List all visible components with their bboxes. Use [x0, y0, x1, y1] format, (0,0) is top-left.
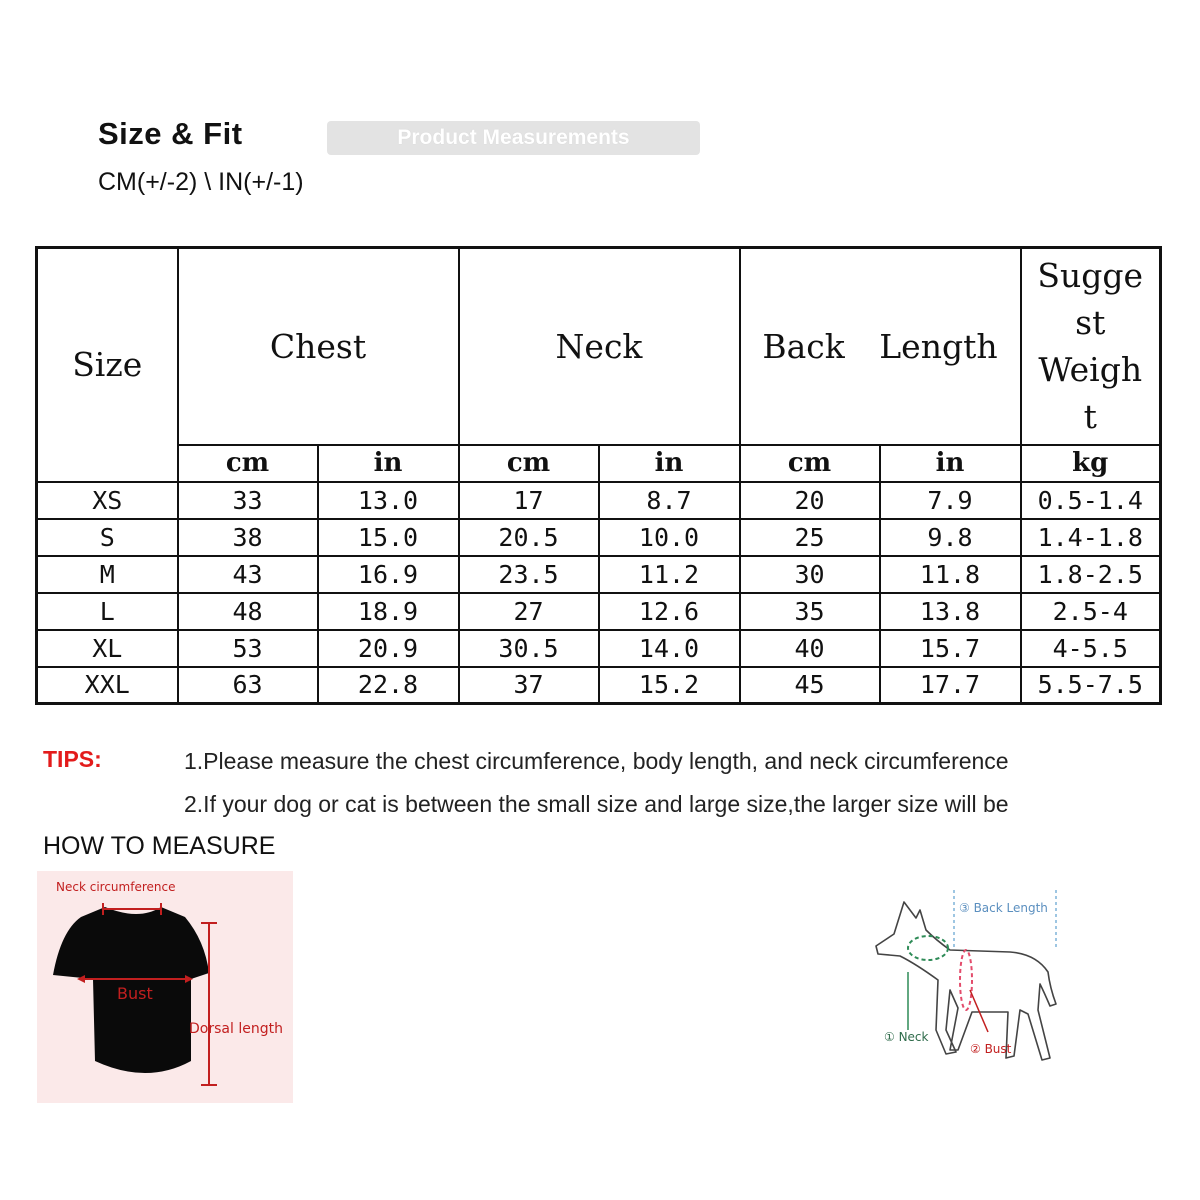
cell-size: L [37, 593, 178, 630]
cell-chest-in: 13.0 [318, 482, 459, 519]
header-neck: Neck [459, 248, 740, 445]
unit-back-in: in [880, 445, 1021, 482]
cell-back-cm: 25 [740, 519, 880, 556]
table-row [37, 482, 1161, 519]
cell-back-cm: 35 [740, 593, 880, 630]
table-row [37, 556, 1161, 593]
cell-neck-cm: 17 [459, 482, 599, 519]
cell-chest-cm: 53 [178, 630, 318, 667]
cell-weight-kg: 5.5-7.5 [1021, 667, 1161, 704]
cell-neck-in: 8.7 [599, 482, 740, 519]
cell-chest-in: 16.9 [318, 556, 459, 593]
how-to-measure-title: HOW TO MEASURE [43, 832, 276, 860]
cell-size: M [37, 556, 178, 593]
unit-neck-in: in [599, 445, 740, 482]
cell-chest-cm: 43 [178, 556, 318, 593]
table-row [37, 630, 1161, 667]
cell-neck-in: 11.2 [599, 556, 740, 593]
cell-chest-in: 20.9 [318, 630, 459, 667]
dorsal-length-label: Dorsal length [189, 1021, 283, 1037]
header-weight-line: Weigh [1038, 350, 1143, 390]
cell-back-in: 11.8 [880, 556, 1021, 593]
cell-back-in: 15.7 [880, 630, 1021, 667]
cell-neck-cm: 37 [459, 667, 599, 704]
cell-back-in: 9.8 [880, 519, 1021, 556]
table-row [37, 667, 1161, 704]
cell-neck-cm: 20.5 [459, 519, 599, 556]
cell-back-in: 17.7 [880, 667, 1021, 704]
cell-neck-in: 14.0 [599, 630, 740, 667]
cell-neck-in: 12.6 [599, 593, 740, 630]
cell-size: XS [37, 482, 178, 519]
neck-label: ① Neck [884, 1030, 929, 1044]
cell-weight-kg: 1.4-1.8 [1021, 519, 1161, 556]
header-weight-line: Sugge [1037, 256, 1144, 296]
cell-back-in: 13.8 [880, 593, 1021, 630]
tips-label: TIPS: [43, 746, 102, 772]
cell-chest-cm: 48 [178, 593, 318, 630]
back-length-label: ③ Back Length [959, 901, 1048, 915]
cell-neck-cm: 27 [459, 593, 599, 630]
cell-back-cm: 30 [740, 556, 880, 593]
cell-neck-cm: 23.5 [459, 556, 599, 593]
tolerance-note: CM(+/-2) \ IN(+/-1) [98, 168, 304, 196]
cell-back-cm: 20 [740, 482, 880, 519]
cell-weight-kg: 4-5.5 [1021, 630, 1161, 667]
header-back-length: Back Length [740, 248, 1021, 445]
cell-size: XXL [37, 667, 178, 704]
shirt-measure-illustration [37, 871, 293, 1103]
cell-neck-cm: 30.5 [459, 630, 599, 667]
unit-chest-cm: cm [178, 445, 318, 482]
product-measurements-badge: Product Measurements [327, 121, 700, 155]
table-row [37, 593, 1161, 630]
neck-circumference-label: Neck circumference [56, 880, 176, 894]
cell-chest-in: 15.0 [318, 519, 459, 556]
cell-chest-cm: 38 [178, 519, 318, 556]
cell-back-cm: 45 [740, 667, 880, 704]
cell-weight-kg: 0.5-1.4 [1021, 482, 1161, 519]
bust-label: ② Bust [970, 1042, 1012, 1056]
cell-weight-kg: 2.5-4 [1021, 593, 1161, 630]
header-size: Size [37, 248, 178, 482]
cell-chest-cm: 63 [178, 667, 318, 704]
cell-back-cm: 40 [740, 630, 880, 667]
header-chest: Chest [178, 248, 459, 445]
table-row [37, 519, 1161, 556]
unit-neck-cm: cm [459, 445, 599, 482]
bust-label: Bust [117, 984, 153, 1003]
dog-measure-diagram [860, 880, 1060, 1080]
header-suggest-weight [1021, 248, 1161, 445]
shirt-icon [37, 871, 293, 1103]
cell-chest-cm: 33 [178, 482, 318, 519]
size-table [35, 246, 1162, 705]
page-title: Size & Fit [98, 116, 243, 151]
cell-neck-in: 10.0 [599, 519, 740, 556]
header-weight-line: t [1083, 397, 1097, 437]
unit-back-cm: cm [740, 445, 880, 482]
cell-neck-in: 15.2 [599, 667, 740, 704]
cell-chest-in: 22.8 [318, 667, 459, 704]
tip-item: 1.Please measure the chest circumference, body length, and neck circumference [184, 748, 1009, 774]
cell-size: S [37, 519, 178, 556]
tip-item: 2.If your dog or cat is between the small size and large size,the larger size will be [184, 791, 1009, 817]
cell-weight-kg: 1.8-2.5 [1021, 556, 1161, 593]
cell-chest-in: 18.9 [318, 593, 459, 630]
cell-back-in: 7.9 [880, 482, 1021, 519]
unit-weight-kg: kg [1021, 445, 1161, 482]
header-weight-line: st [1075, 303, 1106, 343]
unit-chest-in: in [318, 445, 459, 482]
cell-size: XL [37, 630, 178, 667]
